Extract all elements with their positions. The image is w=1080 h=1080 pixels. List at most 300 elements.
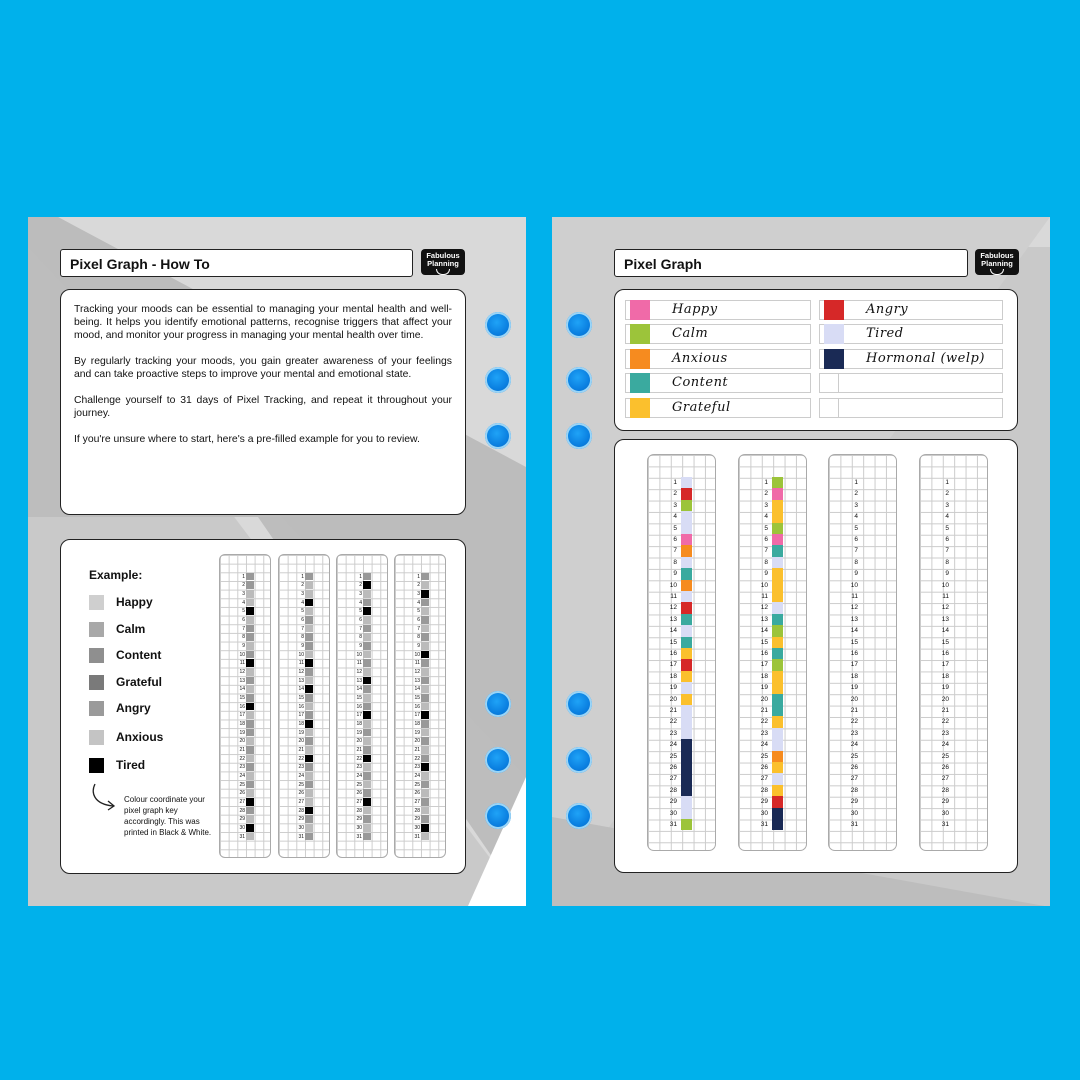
pixel-grid-card [614,439,1018,873]
page-title: Pixel Graph - How To [60,249,413,277]
example-heading: Example: [89,568,143,582]
intro-paragraph: If you're unsure where to start, here's a pre-filled example for you to review. [74,434,420,445]
day-pixel [246,633,254,641]
binder-hole-icon [566,423,592,449]
page-title: Pixel Graph [614,249,968,277]
day-number: 11 [942,593,949,600]
day-pixel [681,785,692,796]
day-number: 26 [941,764,949,771]
day-pixel [246,833,254,841]
day-number: 12 [356,668,362,675]
day-number: 18 [414,720,420,727]
day-number: 11 [356,660,362,667]
day-number: 16 [669,650,677,657]
example-note: Colour coordinate your pixel graph key accordingly. This was printed in Black & White. [124,795,212,837]
day-number: 1 [242,573,245,580]
day-number: 20 [239,738,245,745]
day-number: 8 [764,558,768,566]
day-pixel [246,694,254,702]
day-number: 13 [356,677,362,684]
day-number: 30 [414,824,420,831]
day-pixel [305,711,313,719]
day-pixel [363,737,371,745]
day-pixel [772,705,783,716]
day-pixel [681,648,692,659]
mood-key-card [614,289,1018,431]
example-day-column [394,554,446,858]
day-pixel [305,789,313,797]
day-pixel [305,815,313,823]
day-number: 28 [941,786,949,794]
example-key-swatch [89,730,104,745]
example-key-swatch [89,622,104,637]
day-pixel [681,557,692,568]
day-number: 19 [356,729,362,736]
day-number: 17 [414,712,420,719]
day-number: 12 [669,604,677,612]
mood-key-swatch [630,300,650,320]
day-pixel [772,773,783,784]
day-number: 16 [760,650,768,657]
day-number: 27 [941,775,949,783]
binder-hole-icon [566,691,592,717]
day-pixel [363,763,371,771]
day-number: 4 [854,513,858,521]
binder-hole-icon [566,803,592,829]
day-number: 10 [356,651,362,658]
day-number: 3 [673,501,677,509]
day-pixel [421,581,429,589]
day-number: 26 [356,790,362,797]
day-pixel [421,824,429,832]
day-pixel [305,633,313,641]
example-day-column [278,554,330,858]
day-pixel [305,625,313,633]
day-pixel [246,711,254,719]
day-number: 9 [854,570,858,578]
day-number: 23 [941,729,949,737]
day-number: 2 [417,582,420,589]
day-pixel [246,642,254,650]
day-number: 11 [414,660,420,667]
day-number: 28 [850,786,858,794]
day-pixel [681,637,692,648]
day-pixel [363,815,371,823]
day-pixel [681,728,692,739]
example-key-label: Content [116,648,162,662]
day-pixel [421,711,429,719]
mood-key-entry [625,324,811,344]
day-pixel [305,798,313,806]
day-number: 18 [760,672,768,680]
intro-paragraph: Challenge yourself to 31 days of Pixel Tracking, and repeat it throughout your journey. [74,395,452,419]
day-pixel [246,720,254,728]
day-pixel [421,607,429,615]
day-pixel [363,729,371,737]
day-pixel [681,580,692,591]
day-number: 31 [669,821,677,828]
day-number: 30 [356,824,362,831]
day-pixel [681,511,692,522]
day-pixel [681,591,692,602]
day-pixel [305,746,313,754]
day-pixel [363,590,371,598]
day-number: 21 [760,707,768,714]
day-pixel [246,573,254,581]
day-pixel [772,819,783,830]
mood-key-swatch [630,373,650,393]
day-pixel [421,625,429,633]
day-number: 5 [301,608,304,615]
day-number: 9 [301,642,304,649]
day-pixel [246,668,254,676]
day-pixel [246,685,254,693]
day-number: 12 [760,604,768,612]
day-number: 29 [669,798,677,806]
key-divider [838,398,839,418]
day-number: 24 [298,772,304,779]
example-key-swatch [89,701,104,716]
day-number: 12 [850,604,858,612]
example-key-label: Tired [116,758,146,772]
day-number: 23 [298,764,304,771]
day-number: 14 [298,686,304,693]
day-pixel [305,607,313,615]
day-pixel [363,833,371,841]
day-pixel [246,581,254,589]
day-number: 7 [673,547,677,555]
day-number: 20 [850,695,858,703]
day-pixel [363,781,371,789]
day-number: 31 [356,833,362,840]
day-number: 21 [850,707,858,714]
day-number: 14 [669,627,677,635]
day-pixel [305,763,313,771]
day-pixel [681,477,692,488]
day-pixel [681,694,692,705]
day-number: 30 [298,824,304,831]
day-number: 14 [239,686,245,693]
example-day-column [336,554,388,858]
example-key-row [89,621,145,637]
day-number: 11 [851,593,858,600]
day-number: 14 [850,627,858,635]
day-number: 29 [760,798,768,806]
day-pixel [305,677,313,685]
day-number: 24 [760,741,768,749]
day-pixel [305,590,313,598]
mood-key-entry [819,398,1003,418]
day-number: 9 [764,570,768,578]
day-pixel [363,642,371,650]
day-number: 18 [850,672,858,680]
day-number: 19 [941,684,949,692]
day-number: 2 [242,582,245,589]
left-page [28,217,526,906]
binder-hole-icon [485,367,511,393]
day-pixel [246,789,254,797]
day-number: 1 [673,479,677,486]
mood-key-entry [819,300,1003,320]
binder-hole-icon [566,312,592,338]
day-pixel [246,824,254,832]
example-key-swatch [89,648,104,663]
day-pixel [772,602,783,613]
day-number: 3 [359,590,362,597]
day-number: 29 [356,816,362,823]
day-number: 9 [242,642,245,649]
day-number: 3 [242,590,245,597]
day-pixel [246,703,254,711]
day-pixel [246,616,254,624]
day-number: 16 [414,703,420,710]
day-number: 17 [669,661,677,669]
day-number: 5 [945,524,949,532]
mood-key-swatch [824,300,844,320]
right-page [552,217,1050,906]
day-pixel [772,545,783,556]
example-key-label: Calm [116,622,146,636]
day-number: 28 [414,807,420,814]
day-pixel [681,716,692,727]
day-pixel [421,677,429,685]
day-number: 31 [760,821,768,828]
day-pixel [772,671,783,682]
day-pixel [363,755,371,763]
pixel-day-column [647,454,716,851]
day-number: 27 [760,775,768,783]
intro-paragraph: By regularly tracking your moods, you gain greater awareness of your feelings and can take proactive steps to improve your mental and emotional state. [74,356,452,380]
day-pixel [305,599,313,607]
day-pixel [363,599,371,607]
day-number: 3 [764,501,768,509]
mood-key-swatch [630,324,650,344]
day-number: 13 [760,615,768,623]
day-number: 2 [854,490,858,498]
day-number: 29 [414,816,420,823]
day-pixel [421,763,429,771]
day-number: 2 [764,490,768,498]
day-pixel [363,685,371,693]
day-number: 15 [239,694,245,701]
day-number: 15 [414,694,420,701]
day-number: 8 [242,634,245,641]
day-pixel [421,616,429,624]
mood-key-label: Calm [672,326,709,342]
day-pixel [305,781,313,789]
mood-key-swatch [630,349,650,369]
day-number: 14 [414,686,420,693]
day-number: 2 [673,490,677,498]
day-pixel [681,625,692,636]
day-number: 1 [854,479,858,486]
day-pixel [681,751,692,762]
day-pixel [421,781,429,789]
day-pixel [421,746,429,754]
mood-key-entry [625,373,811,393]
day-number: 19 [414,729,420,736]
key-divider [838,373,839,393]
day-pixel [421,815,429,823]
day-pixel [363,616,371,624]
day-number: 16 [850,650,858,657]
day-pixel [246,729,254,737]
day-pixel [772,557,783,568]
day-number: 19 [669,684,677,692]
day-number: 10 [669,581,677,589]
day-number: 31 [850,821,858,828]
day-pixel [246,746,254,754]
day-pixel [305,659,313,667]
day-number: 16 [239,703,245,710]
day-number: 14 [760,627,768,635]
day-number: 9 [359,642,362,649]
day-pixel [772,614,783,625]
day-number: 24 [414,772,420,779]
day-number: 21 [298,746,304,753]
day-pixel [681,739,692,750]
day-number: 13 [239,677,245,684]
day-pixel [421,668,429,676]
day-number: 12 [941,604,949,612]
day-number: 23 [356,764,362,771]
day-number: 25 [356,781,362,788]
day-number: 13 [669,615,677,623]
day-number: 28 [356,807,362,814]
day-pixel [772,523,783,534]
day-number: 5 [854,524,858,532]
day-pixel [363,694,371,702]
day-pixel [305,573,313,581]
pixel-day-column [919,454,988,851]
day-number: 6 [854,536,858,543]
day-number: 18 [298,720,304,727]
day-pixel [246,659,254,667]
day-number: 18 [356,720,362,727]
day-number: 23 [669,729,677,737]
day-number: 26 [414,790,420,797]
day-pixel [421,720,429,728]
day-number: 20 [941,695,949,703]
day-number: 15 [850,638,858,646]
day-pixel [246,677,254,685]
day-pixel [305,833,313,841]
day-number: 8 [673,558,677,566]
day-number: 22 [941,718,949,726]
day-number: 31 [414,833,420,840]
example-key-label: Grateful [116,675,163,689]
day-number: 30 [941,809,949,817]
day-number: 18 [239,720,245,727]
day-pixel [681,671,692,682]
day-pixel [772,796,783,807]
day-number: 26 [669,764,677,771]
day-number: 7 [764,547,768,555]
day-pixel [772,785,783,796]
day-pixel [681,762,692,773]
day-number: 10 [414,651,420,658]
day-pixel [363,625,371,633]
day-number: 7 [301,625,304,632]
day-number: 19 [850,684,858,692]
day-number: 6 [417,616,420,623]
day-pixel [363,573,371,581]
day-pixel [772,694,783,705]
day-pixel [421,789,429,797]
day-number: 23 [850,729,858,737]
day-number: 10 [760,581,768,589]
day-number: 1 [417,573,420,580]
curved-arrow-icon [89,782,121,812]
day-pixel [363,711,371,719]
day-pixel [772,511,783,522]
day-number: 22 [239,755,245,762]
day-number: 18 [669,672,677,680]
mood-key-label: Angry [866,302,909,317]
day-pixel [363,703,371,711]
mood-key-entry [819,324,1003,344]
day-number: 4 [417,599,420,606]
day-pixel [772,637,783,648]
day-number: 6 [242,616,245,623]
day-number: 21 [941,707,949,714]
day-number: 5 [417,608,420,615]
day-pixel [363,659,371,667]
pixel-day-column [738,454,807,851]
day-pixel [421,590,429,598]
day-pixel [772,739,783,750]
day-number: 27 [356,798,362,805]
day-number: 9 [417,642,420,649]
day-pixel [363,720,371,728]
mood-key-label: Grateful [672,399,731,415]
day-pixel [363,581,371,589]
day-number: 3 [417,590,420,597]
day-number: 21 [669,707,677,714]
day-pixel [772,580,783,591]
day-pixel [305,772,313,780]
day-pixel [421,573,429,581]
binder-hole-icon [485,747,511,773]
day-number: 10 [239,651,245,658]
day-number: 19 [239,729,245,736]
day-number: 1 [764,479,768,486]
day-number: 24 [850,741,858,749]
example-key-swatch [89,595,104,610]
mood-key-swatch [824,324,844,344]
day-number: 17 [298,712,304,719]
day-number: 13 [414,677,420,684]
day-pixel [363,607,371,615]
binder-hole-icon [485,803,511,829]
day-pixel [681,523,692,534]
day-pixel [363,746,371,754]
day-number: 2 [945,490,949,498]
day-number: 29 [850,798,858,806]
day-pixel [681,682,692,693]
day-number: 4 [359,599,362,606]
day-number: 24 [239,772,245,779]
day-number: 5 [359,608,362,615]
day-pixel [772,808,783,819]
day-number: 23 [239,764,245,771]
day-pixel [772,568,783,579]
mood-key-swatch [824,349,844,369]
day-pixel [681,808,692,819]
day-number: 6 [764,536,768,543]
day-number: 22 [669,718,677,726]
day-pixel [246,607,254,615]
